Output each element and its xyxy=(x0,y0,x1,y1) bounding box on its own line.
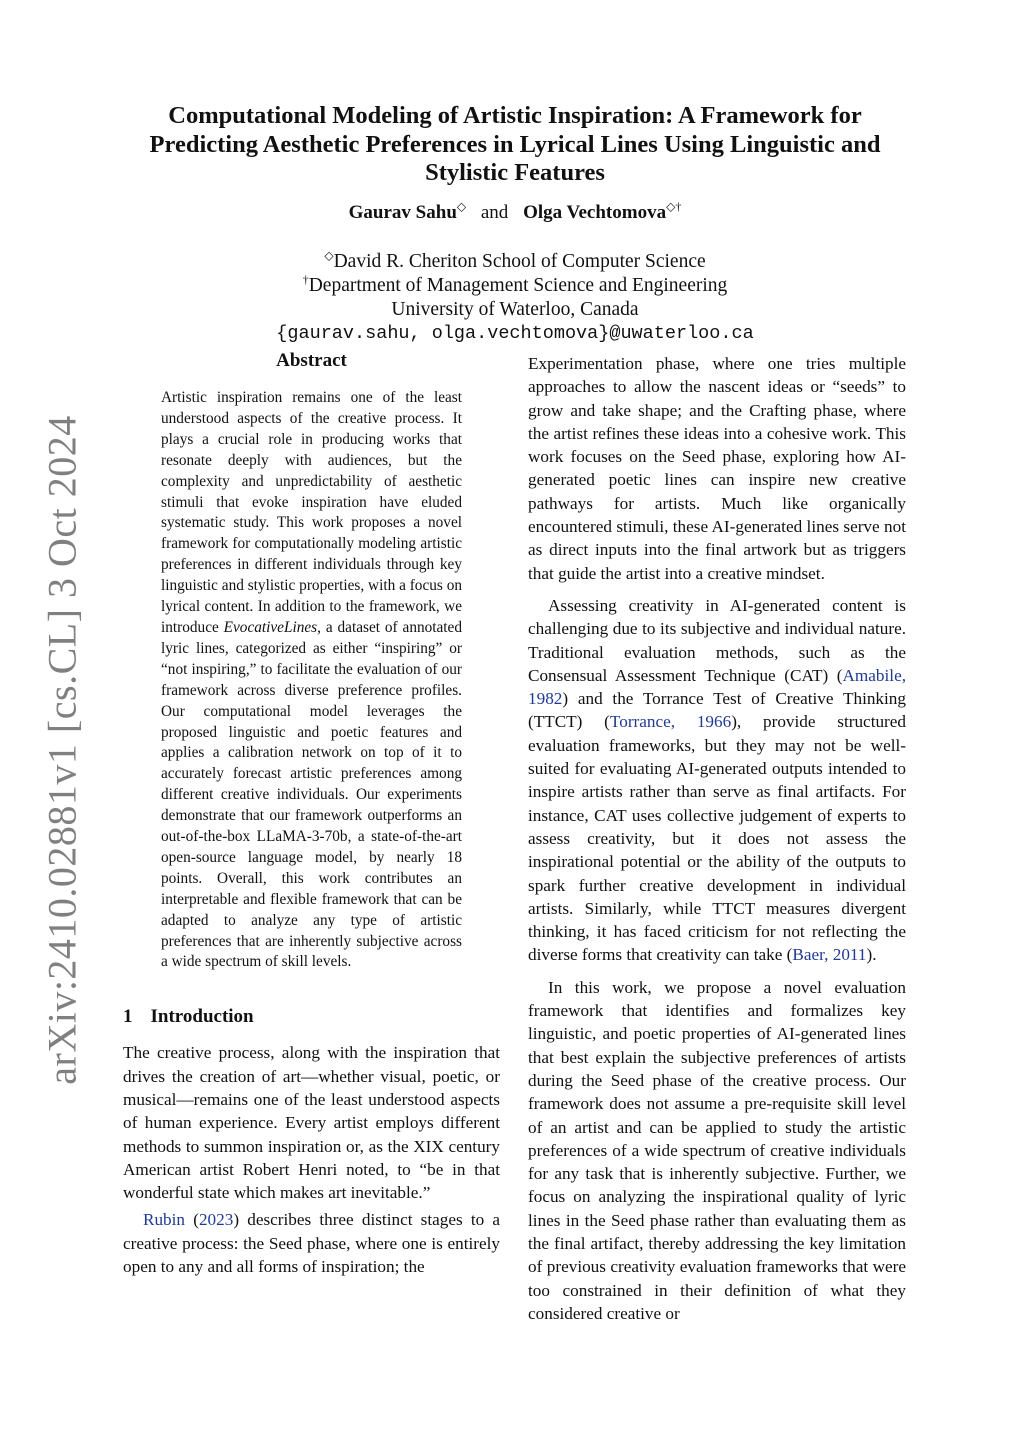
citation-rubin[interactable]: Rubin xyxy=(143,1210,186,1230)
citation-rubin-paren-open: ( xyxy=(185,1210,199,1230)
right-paragraph-2-a: Assessing creativity in AI-generated content is challenging due to its subjective and individual nature. Traditional evaluation methods, such as the Consensual Assessment Technique (CAT) ( xyxy=(528,595,906,685)
right-paragraph-2 xyxy=(528,594,906,967)
section-title-text: Introduction xyxy=(150,1006,254,1028)
author-vechtomova: Olga Vechtomova xyxy=(523,201,667,223)
abstract-text-2: , a dataset of annotated lyric lines, categorized as either “inspiring” or “not inspiring,” to facilitate the evaluation of our framework across diverse preference profiles. Our computational model leverages the proposed linguistic and poetic features and applies a calibration network on top of it to accurately forecast artistic preferences among different creative individuals. Our experiments demonstrate that our framework outperforms an out-of-the-box LLaMA-3-70b, a state-of-the-art open-source language model, by nearly 18 points. Overall, this work contributes an interpretable and flexible framework that can be adapted to analyze any type of artistic preferences that are inherently subjective across a wide spectrum of skill levels. xyxy=(161,618,462,971)
university: University of Waterloo, Canada xyxy=(391,298,639,320)
affiliation-2-text: Department of Management Science and Engineering xyxy=(308,274,728,296)
title-line-2: Predicting Aesthetic Preferences in Lyrical Lines Using Linguistic and xyxy=(149,130,881,158)
intro-paragraph-2 xyxy=(123,1208,500,1278)
author-conjunction: and xyxy=(480,201,509,223)
citation-rubin-year[interactable]: 2023 xyxy=(198,1210,234,1230)
right-paragraph-3: In this work, we propose a novel evaluation framework that identifies and formalizes key linguistic, and poetic properties of AI-generated lines that best explain the subjective preferences of artists during the Seed phase of the creative process. Our framework does not assume a pre-requisite skill level of an artist and can be applied to study the artistic preferences of a wide spectrum of creative individuals for any task that is inherently subjective. Further, we focus on analyzing the inspirational quality of lyric lines in the Seed phase rather than evaluating them as the final artifact, thereby addressing the key limitation of previous creativity evaluation frameworks that were too constrained in their definition of what they considered creative or xyxy=(528,977,906,1323)
author-vechtomova-mark: ◇† xyxy=(666,199,682,214)
right-paragraph-2-d: ). xyxy=(866,945,877,965)
email-addresses: {gaurav.sahu, olga.vechtomova}@uwaterloo.ca xyxy=(276,322,754,344)
title-line-1: Computational Modeling of Artistic Inspiration: A Framework for xyxy=(168,102,862,129)
right-paragraph-1: Experimentation phase, where one tries multiple approaches to allow the nascent ideas or “seeds” to grow and take shape; and the Crafting phase, where the artist refines these ideas into a cohesive work. This work focuses on the Seed phase, exploring how AI-generated poetic lines can inspire new creative pathways for artists. Much like organically encountered stimuli, these AI-generated lines serve not as direct inputs into the final artwork but as triggers that guide the artist into a creative mindset. xyxy=(528,354,906,583)
dataset-name: EvocativeLines xyxy=(223,618,318,636)
abstract-body xyxy=(161,388,462,973)
abstract-heading: Abstract xyxy=(276,350,347,371)
citation-amabile[interactable]: Amabile, 1982 xyxy=(528,665,906,709)
right-column xyxy=(528,352,906,1325)
affiliations xyxy=(120,250,910,346)
author-sahu: Gaurav Sahu xyxy=(348,201,457,223)
affiliation-1-text: David R. Cheriton School of Computer Science xyxy=(333,250,706,272)
right-paragraph-2-b: ) and the Torrance Test of Creative Thinking (TTCT) ( xyxy=(528,689,906,732)
right-paragraph-2-c: ), provide structured evaluation frameworks, but they may not be well-suited for evaluating AI-generated outputs intended to inspire artists rather than serve as final artifacts. For instance, CAT uses collective judgement of experts to assess creativity, but it does not assess the inspirational potential or the ability of the outputs to spark further creative development in individual artists. Similarly, while TTCT measures divergent thinking, it has faced criticism for not reflecting the diverse forms that creativity can take ( xyxy=(528,712,907,965)
affiliation-1 xyxy=(120,250,910,274)
left-column xyxy=(123,350,500,1278)
section-heading-introduction xyxy=(123,1005,500,1029)
affiliation-1-mark: ◇ xyxy=(324,248,334,262)
intro-paragraph-1: The creative process, along with the inspiration that drives the creation of art—whether visual, poetic, or musical—remains one of the least understood aspects of human experience. Every artist employs different methods to summon inspiration or, as the XIX century American artist Robert Henri noted, to “be in that wonderful state which makes art inevitable.” xyxy=(123,1043,500,1203)
citation-baer[interactable]: Baer, 2011 xyxy=(792,945,867,965)
title-line-3: Stylistic Features xyxy=(425,159,605,186)
paper-title xyxy=(120,102,910,188)
affiliation-2 xyxy=(120,274,910,298)
citation-torrance[interactable]: Torrance, 1966 xyxy=(609,712,732,732)
paper-header xyxy=(120,102,910,346)
section-number: 1 xyxy=(123,1006,133,1028)
citation-rubin-paren-close: ) xyxy=(233,1210,240,1230)
arxiv-identifier: arXiv:2410.02881v1 [cs.CL] 3 Oct 2024 xyxy=(39,415,85,1085)
abstract-text-1: Artistic inspiration remains one of the least understood aspects of the creative process. It plays a crucial role in producing works that resonate deeply with audiences, but the complexity and unpredictability of aesthetic stimuli that evoke inspiration have eluded systematic study. This work proposes a novel framework for computationally modeling artistic preferences in different individuals through key linguistic and stylistic properties, with a focus on lyrical content. In addition to the framework, we introduce xyxy=(161,389,462,636)
author-sahu-mark: ◇ xyxy=(456,199,467,214)
affiliation-2-mark: † xyxy=(302,272,309,286)
intro-paragraph-2-text: describes three distinct stages to a creative process: the Seed phase, where one is entirely open to any and all forms of inspiration; the xyxy=(123,1210,500,1277)
author-list xyxy=(120,201,910,225)
